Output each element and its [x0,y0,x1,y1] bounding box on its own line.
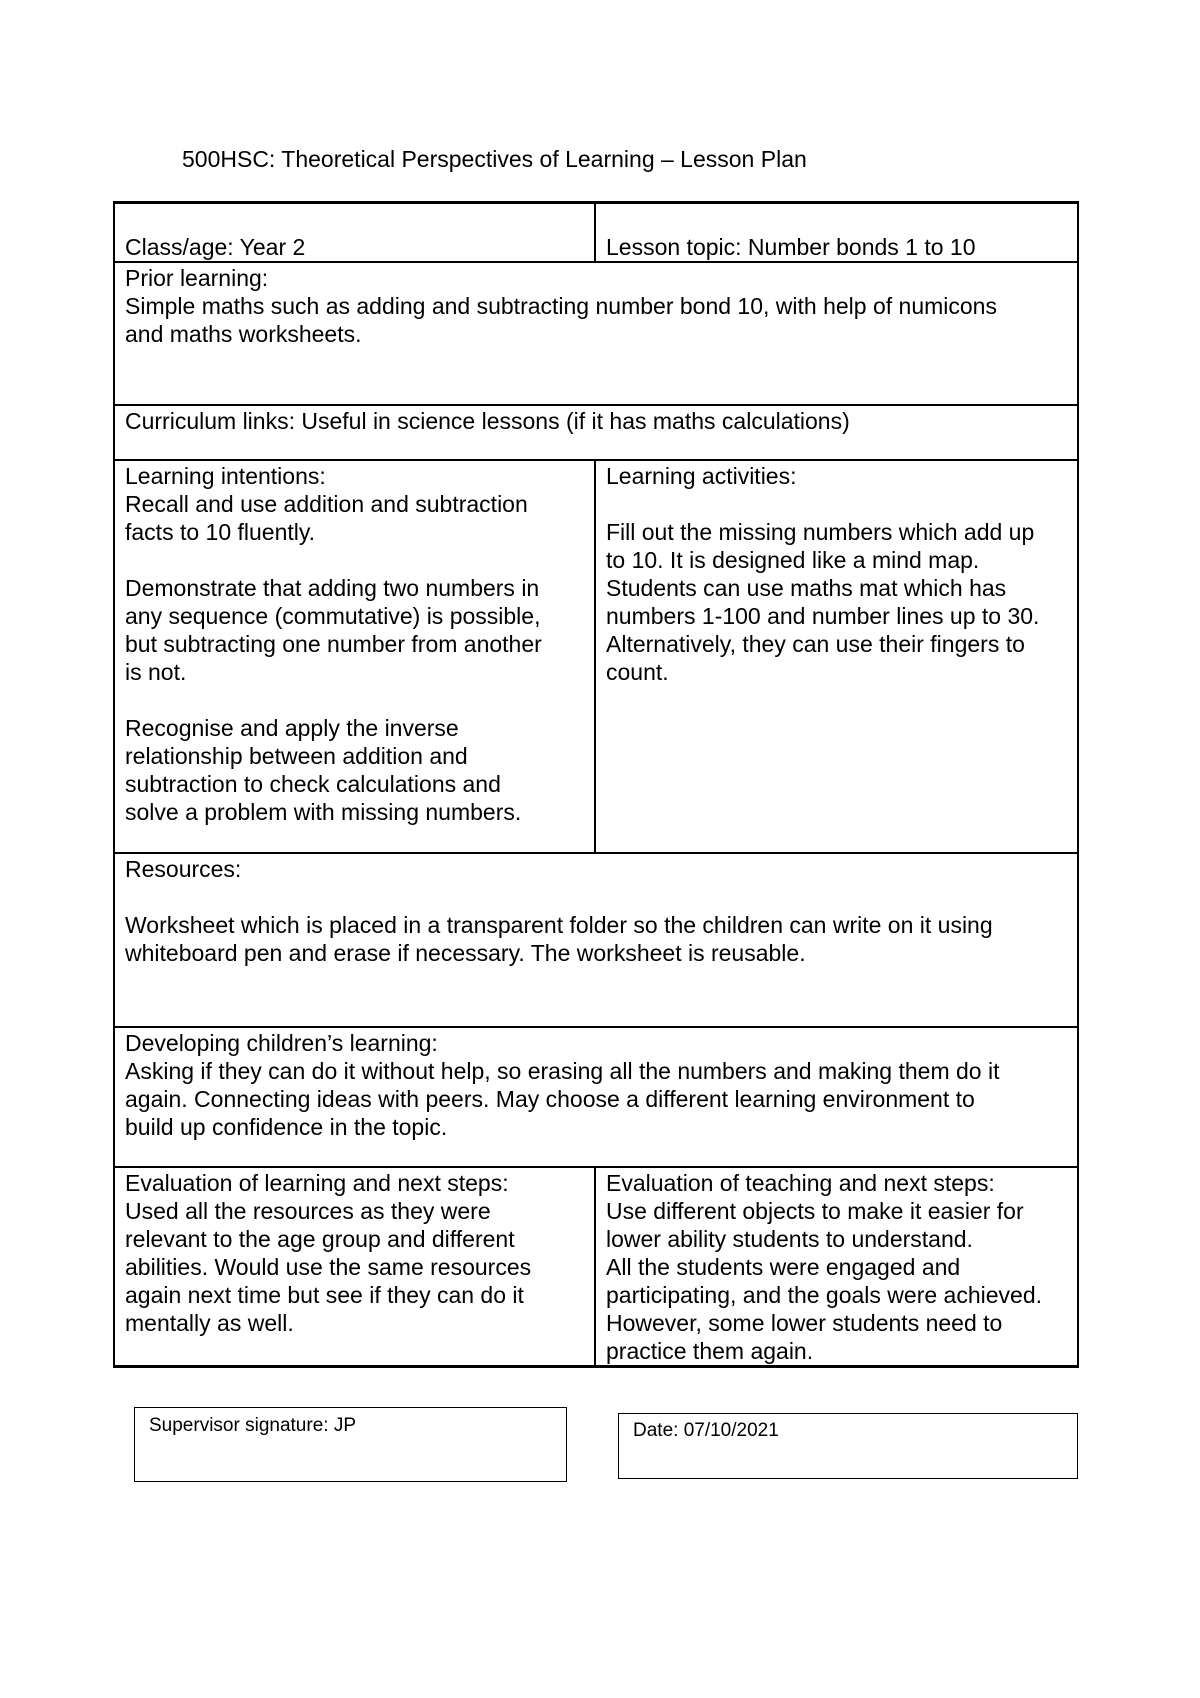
developing-line: build up confidence in the topic. [125,1113,448,1140]
resources-cell [114,853,1078,1027]
lesson-plan-table [113,201,1079,1368]
developing-line: Asking if they can do it without help, so erasing all the numbers and making them do it [125,1057,1000,1084]
learning-intentions-label: Learning intentions: [125,462,326,489]
learning-activities-line: Students can use maths mat which has [606,574,1007,601]
evaluation-teaching-label: Evaluation of teaching and next steps: [606,1169,995,1196]
evaluation-learning-cell [114,1167,595,1367]
learning-intentions-cell [114,460,595,853]
resources-row [114,853,1078,1027]
learning-intentions-line: Recognise and apply the inverse [125,714,459,741]
learning-activities-line: to 10. It is designed like a mind map. [606,546,980,573]
learning-intentions-line: relationship between addition and [125,742,468,769]
class-age-cell [114,203,595,262]
learning-intentions-line: facts to 10 fluently. [125,518,316,545]
page-title: 500HSC: Theoretical Perspectives of Learning – Lesson Plan [182,146,807,172]
learning-intentions-line: solve a problem with missing numbers. [125,798,522,825]
learning-intentions-line: Recall and use addition and subtraction [125,490,528,517]
learning-activities-line: count. [606,658,669,685]
class-age-text: Class/age: Year 2 [125,233,306,260]
evaluation-teaching-line: practice them again. [606,1337,814,1364]
date-box [618,1413,1078,1479]
resources-label: Resources: [125,855,242,882]
evaluation-learning-line: again next time but see if they can do it [125,1281,524,1308]
evaluation-learning-line: abilities. Would use the same resources [125,1253,532,1280]
supervisor-signature-text: Supervisor signature: JP [149,1415,356,1436]
learning-activities-label: Learning activities: [606,462,797,489]
developing-row [114,1027,1078,1167]
evaluation-teaching-line: Use different objects to make it easier for [606,1197,1024,1224]
evaluation-row [114,1167,1078,1367]
prior-learning-row [114,262,1078,405]
header-row [114,203,1078,262]
curriculum-links-text: Curriculum links: Useful in science lessons (if it has maths calculations) [125,407,850,434]
learning-activities-line: Alternatively, they can use their fingers to [606,630,1025,657]
evaluation-learning-line: mentally as well. [125,1309,294,1336]
evaluation-learning-label: Evaluation of learning and next steps: [125,1169,509,1196]
developing-label: Developing children’s learning: [125,1029,438,1056]
learning-activities-cell [595,460,1078,853]
date-text: Date: 07/10/2021 [633,1420,779,1441]
evaluation-teaching-line: lower ability students to understand. [606,1225,973,1252]
curriculum-links-cell [114,405,1078,460]
learning-intentions-line: is not. [125,658,187,685]
resources-line: Worksheet which is placed in a transparent folder so the children can write on it using [125,911,993,938]
intentions-activities-row [114,460,1078,853]
evaluation-teaching-line: However, some lower students need to [606,1309,1003,1336]
developing-cell [114,1027,1078,1167]
prior-learning-label: Prior learning: [125,264,269,291]
evaluation-learning-line: relevant to the age group and different [125,1225,515,1252]
evaluation-teaching-cell [595,1167,1078,1367]
curriculum-links-row [114,405,1078,460]
evaluation-learning-line: Used all the resources as they were [125,1197,491,1224]
prior-learning-cell [114,262,1078,405]
learning-intentions-line: Demonstrate that adding two numbers in [125,574,540,601]
learning-intentions-line: but subtracting one number from another [125,630,542,657]
evaluation-teaching-line: participating, and the goals were achieved. [606,1281,1043,1308]
prior-learning-line: Simple maths such as adding and subtracting number bond 10, with help of numicons [125,292,997,319]
learning-activities-line: numbers 1-100 and number lines up to 30. [606,602,1040,629]
evaluation-teaching-line: All the students were engaged and [606,1253,961,1280]
prior-learning-line: and maths worksheets. [125,320,362,347]
lesson-topic-text: Lesson topic: Number bonds 1 to 10 [606,233,976,260]
lesson-topic-cell [595,203,1078,262]
resources-line: whiteboard pen and erase if necessary. The worksheet is reusable. [125,939,806,966]
learning-activities-line: Fill out the missing numbers which add up [606,518,1035,545]
developing-line: again. Connecting ideas with peers. May choose a different learning environment to [125,1085,975,1112]
supervisor-signature-box [134,1407,567,1482]
learning-intentions-line: any sequence (commutative) is possible, [125,602,541,629]
learning-intentions-line: subtraction to check calculations and [125,770,501,797]
